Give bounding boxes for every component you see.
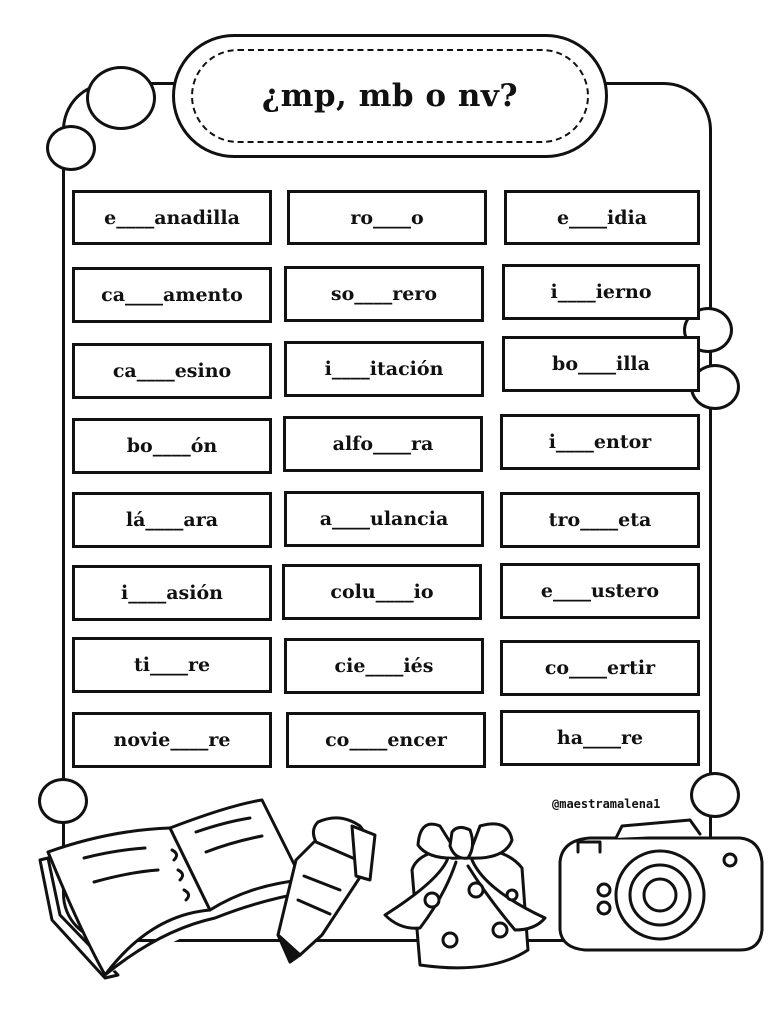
word-box[interactable]: e____ustero <box>500 563 700 619</box>
word-box[interactable]: lá____ara <box>72 492 272 548</box>
word-box[interactable]: ti____re <box>72 637 272 693</box>
word-box[interactable]: alfo____ra <box>283 416 483 472</box>
word-box[interactable]: i____entor <box>500 414 700 470</box>
word-box[interactable]: colu____io <box>282 564 482 620</box>
pencil-icon <box>278 818 375 962</box>
camera-icon <box>560 820 762 950</box>
word-box[interactable]: bo____illa <box>502 336 700 392</box>
word-box[interactable]: i____ierno <box>502 264 700 320</box>
word-box[interactable]: a____ulancia <box>284 491 484 547</box>
word-box[interactable]: novie____re <box>72 712 272 768</box>
open-book-icon <box>40 800 308 978</box>
word-box[interactable]: ro____o <box>287 190 487 245</box>
word-box[interactable]: ca____amento <box>72 267 272 323</box>
word-box[interactable]: so____rero <box>284 266 484 322</box>
gift-box-icon <box>385 824 545 968</box>
worksheet-title: ¿mp, mb o nv? <box>261 78 519 114</box>
word-box[interactable]: e____idia <box>504 190 700 245</box>
word-box[interactable]: co____ertir <box>500 640 700 696</box>
word-box[interactable]: e____anadilla <box>72 190 272 245</box>
word-box[interactable]: tro____eta <box>500 492 700 548</box>
word-box[interactable]: cie____iés <box>284 638 484 694</box>
word-box[interactable]: ha____re <box>500 710 700 766</box>
word-box[interactable]: i____itación <box>284 341 484 397</box>
word-box[interactable]: i____asión <box>72 565 272 621</box>
author-credit: @maestramalena1 <box>552 797 661 811</box>
word-box[interactable]: bo____ón <box>72 418 272 474</box>
word-box[interactable]: ca____esino <box>72 343 272 399</box>
word-box[interactable]: co____encer <box>286 712 486 768</box>
